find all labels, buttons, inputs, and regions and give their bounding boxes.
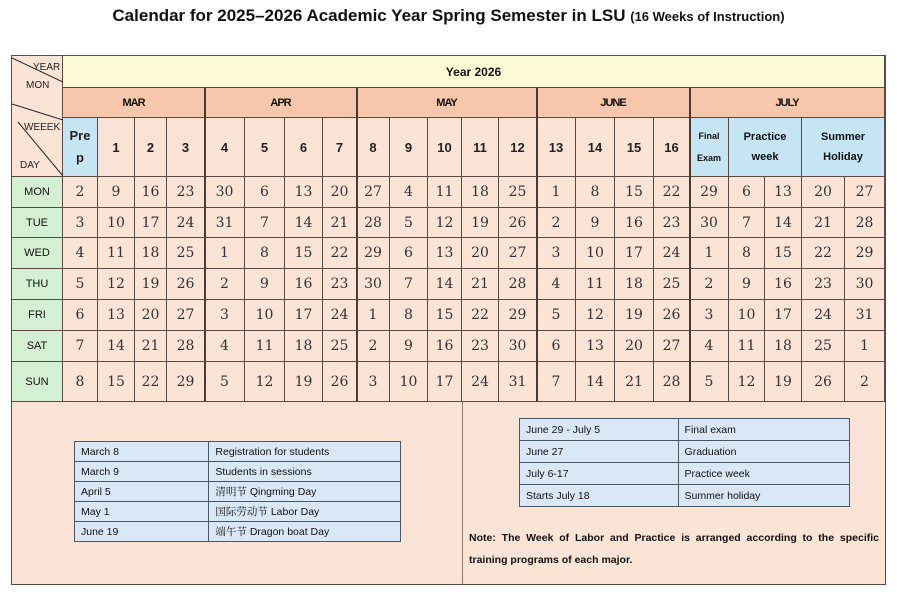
summer-holiday-label: Summer Holiday xyxy=(820,131,866,163)
event-date: April 5 xyxy=(75,482,209,502)
corner-day-label: DAY xyxy=(20,160,40,171)
day-label: THU xyxy=(12,269,63,300)
week-label: 8 xyxy=(369,139,377,155)
date-cell: 29 xyxy=(357,238,390,269)
week-header xyxy=(285,118,323,177)
date-cell: 17 xyxy=(285,300,323,331)
date-cell: 1 xyxy=(205,238,245,269)
date-cell: 13 xyxy=(428,238,462,269)
date-cell: 18 xyxy=(135,238,167,269)
date-cell: 25 xyxy=(654,269,690,300)
week-label: 5 xyxy=(260,139,269,155)
date-cell: 24 xyxy=(654,238,690,269)
date-cell: 24 xyxy=(167,208,205,238)
date-cell: 22 xyxy=(654,177,690,208)
date-cell: 24 xyxy=(323,300,357,331)
date-cell: 23 xyxy=(167,177,205,208)
week-header xyxy=(462,118,499,177)
date-cell: 9 xyxy=(245,269,285,300)
date-cell: 17 xyxy=(615,238,654,269)
date-cell: 6 xyxy=(245,177,285,208)
date-cell: 15 xyxy=(285,238,323,269)
week-label: 11 xyxy=(473,139,487,155)
date-cell: 15 xyxy=(98,362,135,402)
date-cell: 5 xyxy=(537,300,576,331)
date-cell: 23 xyxy=(462,331,499,362)
corner-year-label: YEAR xyxy=(33,62,61,73)
event-description: Graduation xyxy=(678,441,849,463)
date-cell: 3 xyxy=(690,300,729,331)
month-header: APR xyxy=(205,88,357,118)
date-cell: 6 xyxy=(390,238,428,269)
date-cell: 18 xyxy=(462,177,499,208)
date-cell: 19 xyxy=(135,269,167,300)
week-label: Prep xyxy=(69,128,91,165)
date-cell: 23 xyxy=(802,269,845,300)
week-label: 10 xyxy=(437,139,452,155)
week-label: 6 xyxy=(299,139,308,155)
date-cell: 21 xyxy=(462,269,499,300)
week-label: 16 xyxy=(664,139,679,155)
date-cell: 5 xyxy=(205,362,245,402)
date-cell: 21 xyxy=(135,331,167,362)
event-description: Registration for students xyxy=(209,442,401,462)
date-cell: 25 xyxy=(802,331,845,362)
event-description: 端午节 Dragon boat Day xyxy=(209,522,401,542)
date-cell: 28 xyxy=(357,208,390,238)
event-description: Practice week xyxy=(678,463,849,485)
date-cell: 16 xyxy=(428,331,462,362)
corner-mon-label: MON xyxy=(26,80,50,91)
date-cell: 12 xyxy=(729,362,765,402)
date-cell: 31 xyxy=(205,208,245,238)
event-date: June 19 xyxy=(75,522,209,542)
practice-week-label: Practice week xyxy=(743,131,787,163)
week-header xyxy=(323,118,357,177)
week-header xyxy=(357,118,390,177)
date-cell: 8 xyxy=(63,362,98,402)
date-cell: 23 xyxy=(654,208,690,238)
date-cell: 3 xyxy=(63,208,98,238)
date-cell: 8 xyxy=(576,177,615,208)
date-cell: 27 xyxy=(167,300,205,331)
corner-header xyxy=(12,56,63,177)
date-cell: 28 xyxy=(499,269,537,300)
month-separator xyxy=(356,88,358,402)
date-cell: 10 xyxy=(729,300,765,331)
event-date: July 6-17 xyxy=(520,463,679,485)
week-label: 12 xyxy=(510,139,525,155)
date-cell: 20 xyxy=(323,177,357,208)
date-cell: 4 xyxy=(390,177,428,208)
month-header: JUNE xyxy=(537,88,690,118)
date-cell: 16 xyxy=(765,269,802,300)
month-header: MAR xyxy=(63,88,205,118)
date-cell: 12 xyxy=(98,269,135,300)
date-cell: 19 xyxy=(615,300,654,331)
date-cell: 11 xyxy=(576,269,615,300)
week-header xyxy=(98,118,135,177)
week-label: 7 xyxy=(335,139,344,155)
day-label: WED xyxy=(12,238,63,269)
date-cell: 2 xyxy=(690,269,729,300)
date-cell: 5 xyxy=(63,269,98,300)
event-row xyxy=(75,462,401,482)
date-cell: 20 xyxy=(802,177,845,208)
day-label: SAT xyxy=(12,331,63,362)
date-cell: 13 xyxy=(285,177,323,208)
date-cell: 10 xyxy=(245,300,285,331)
date-cell: 10 xyxy=(390,362,428,402)
date-cell: 14 xyxy=(285,208,323,238)
date-cell: 12 xyxy=(245,362,285,402)
date-cell: 13 xyxy=(765,177,802,208)
date-cell: 1 xyxy=(845,331,885,362)
date-cell: 31 xyxy=(845,300,885,331)
event-description: Summer holiday xyxy=(678,485,849,507)
week-label: 13 xyxy=(548,139,564,155)
week-header xyxy=(654,118,690,177)
final-exam-label: Final Exam xyxy=(696,131,722,163)
date-cell: 15 xyxy=(428,300,462,331)
date-cell: 21 xyxy=(802,208,845,238)
summer-holiday-header xyxy=(802,118,885,177)
week-label: 3 xyxy=(181,139,190,155)
date-cell: 4 xyxy=(205,331,245,362)
date-cell: 29 xyxy=(499,300,537,331)
date-cell: 17 xyxy=(428,362,462,402)
date-cell: 2 xyxy=(357,331,390,362)
date-cell: 2 xyxy=(537,208,576,238)
date-cell: 30 xyxy=(205,177,245,208)
week-header xyxy=(428,118,462,177)
date-cell: 6 xyxy=(537,331,576,362)
date-cell: 22 xyxy=(135,362,167,402)
date-cell: 2 xyxy=(63,177,98,208)
event-row xyxy=(520,463,850,485)
date-cell: 27 xyxy=(654,331,690,362)
week-label: 2 xyxy=(146,139,155,155)
title-main: Calendar for 2025–2026 Academic Year Spring Semester in LSU xyxy=(112,6,626,25)
date-cell: 16 xyxy=(615,208,654,238)
date-cell: 18 xyxy=(765,331,802,362)
date-cell: 21 xyxy=(615,362,654,402)
events-table-left xyxy=(74,441,401,542)
day-label: SUN xyxy=(12,362,63,402)
date-cell: 3 xyxy=(357,362,390,402)
date-cell: 15 xyxy=(615,177,654,208)
week-label: 9 xyxy=(404,139,413,155)
date-cell: 19 xyxy=(765,362,802,402)
date-cell: 4 xyxy=(537,269,576,300)
date-cell: 18 xyxy=(615,269,654,300)
week-label: 1 xyxy=(112,139,120,155)
date-cell: 26 xyxy=(802,362,845,402)
date-cell: 18 xyxy=(285,331,323,362)
week-header xyxy=(167,118,205,177)
date-cell: 20 xyxy=(615,331,654,362)
date-cell: 7 xyxy=(390,269,428,300)
date-cell: 17 xyxy=(135,208,167,238)
date-cell: 14 xyxy=(428,269,462,300)
date-cell: 29 xyxy=(690,177,729,208)
date-cell: 9 xyxy=(390,331,428,362)
date-cell: 9 xyxy=(576,208,615,238)
title-subtitle: (16 Weeks of Instruction) xyxy=(630,9,785,24)
date-cell: 23 xyxy=(323,269,357,300)
date-cell: 8 xyxy=(390,300,428,331)
diagonal-lines xyxy=(12,56,63,177)
event-date: June 29 - July 5 xyxy=(520,419,679,441)
date-cell: 24 xyxy=(462,362,499,402)
week-header xyxy=(499,118,537,177)
event-row xyxy=(75,482,401,502)
date-cell: 11 xyxy=(245,331,285,362)
month-separator xyxy=(536,88,538,402)
date-cell: 25 xyxy=(499,177,537,208)
date-cell: 9 xyxy=(98,177,135,208)
date-cell: 7 xyxy=(729,208,765,238)
date-cell: 13 xyxy=(98,300,135,331)
event-date: March 9 xyxy=(75,462,209,482)
date-cell: 19 xyxy=(462,208,499,238)
date-cell: 26 xyxy=(167,269,205,300)
date-cell: 13 xyxy=(576,331,615,362)
date-cell: 10 xyxy=(576,238,615,269)
date-cell: 15 xyxy=(765,238,802,269)
year-header: Year 2026 xyxy=(63,56,885,88)
event-row xyxy=(520,419,850,441)
event-date: Starts July 18 xyxy=(520,485,679,507)
event-description: Students in sessions xyxy=(209,462,401,482)
date-cell: 12 xyxy=(576,300,615,331)
event-date: March 8 xyxy=(75,442,209,462)
date-cell: 22 xyxy=(802,238,845,269)
date-cell: 6 xyxy=(63,300,98,331)
date-cell: 14 xyxy=(765,208,802,238)
date-cell: 26 xyxy=(654,300,690,331)
date-cell: 30 xyxy=(690,208,729,238)
date-cell: 8 xyxy=(729,238,765,269)
date-cell: 20 xyxy=(462,238,499,269)
date-cell: 2 xyxy=(845,362,885,402)
date-cell: 25 xyxy=(323,331,357,362)
date-cell: 17 xyxy=(765,300,802,331)
events-table-right xyxy=(519,418,850,507)
date-cell: 7 xyxy=(537,362,576,402)
date-cell: 29 xyxy=(167,362,205,402)
date-cell: 22 xyxy=(462,300,499,331)
day-label: TUE xyxy=(12,208,63,238)
date-cell: 31 xyxy=(499,362,537,402)
practice-week-header xyxy=(729,118,802,177)
event-row xyxy=(75,502,401,522)
week-header xyxy=(205,118,245,177)
month-separator xyxy=(204,88,206,402)
date-cell: 12 xyxy=(428,208,462,238)
date-cell: 16 xyxy=(135,177,167,208)
page-title xyxy=(0,6,897,26)
note-text: Note: The Week of Labor and Practice is arranged according to the specific training programs of each major. xyxy=(469,532,879,566)
date-cell: 20 xyxy=(135,300,167,331)
date-cell: 5 xyxy=(390,208,428,238)
date-cell: 24 xyxy=(802,300,845,331)
final-exam-header xyxy=(690,118,729,177)
bottom-divider xyxy=(462,402,463,584)
date-cell: 11 xyxy=(428,177,462,208)
date-cell: 19 xyxy=(285,362,323,402)
event-row xyxy=(520,485,850,507)
date-cell: 30 xyxy=(845,269,885,300)
date-cell: 3 xyxy=(205,300,245,331)
date-cell: 14 xyxy=(576,362,615,402)
date-cell: 21 xyxy=(323,208,357,238)
month-header: MAY xyxy=(357,88,537,118)
date-cell: 26 xyxy=(499,208,537,238)
week-label: 14 xyxy=(587,139,603,155)
date-cell: 25 xyxy=(167,238,205,269)
event-row xyxy=(75,522,401,542)
date-cell: 27 xyxy=(845,177,885,208)
date-cell: 5 xyxy=(690,362,729,402)
week-header xyxy=(615,118,654,177)
week-label: 15 xyxy=(626,139,642,155)
week-header xyxy=(390,118,428,177)
date-cell: 27 xyxy=(357,177,390,208)
date-cell: 2 xyxy=(205,269,245,300)
date-cell: 28 xyxy=(167,331,205,362)
date-cell: 7 xyxy=(63,331,98,362)
date-cell: 9 xyxy=(729,269,765,300)
date-cell: 1 xyxy=(690,238,729,269)
day-label: MON xyxy=(12,177,63,208)
week-header xyxy=(63,118,98,177)
date-cell: 22 xyxy=(323,238,357,269)
event-row xyxy=(520,441,850,463)
day-label: FRI xyxy=(12,300,63,331)
week-header xyxy=(135,118,167,177)
event-date: May 1 xyxy=(75,502,209,522)
week-header xyxy=(537,118,576,177)
date-cell: 7 xyxy=(245,208,285,238)
date-cell: 30 xyxy=(499,331,537,362)
event-description: Final exam xyxy=(678,419,849,441)
date-cell: 27 xyxy=(499,238,537,269)
week-label: 4 xyxy=(220,139,229,155)
date-cell: 11 xyxy=(98,238,135,269)
date-cell: 4 xyxy=(63,238,98,269)
date-cell: 11 xyxy=(729,331,765,362)
date-cell: 8 xyxy=(245,238,285,269)
date-cell: 1 xyxy=(357,300,390,331)
week-header xyxy=(245,118,285,177)
month-header: JULY xyxy=(690,88,885,118)
date-cell: 26 xyxy=(323,362,357,402)
event-description: 国际劳动节 Labor Day xyxy=(209,502,401,522)
date-cell: 28 xyxy=(654,362,690,402)
date-cell: 6 xyxy=(729,177,765,208)
date-cell: 1 xyxy=(537,177,576,208)
date-cell: 28 xyxy=(845,208,885,238)
date-cell: 3 xyxy=(537,238,576,269)
date-cell: 10 xyxy=(98,208,135,238)
date-cell: 4 xyxy=(690,331,729,362)
date-cell: 29 xyxy=(845,238,885,269)
date-cell: 30 xyxy=(357,269,390,300)
week-header xyxy=(576,118,615,177)
month-separator xyxy=(689,88,691,402)
date-cell: 16 xyxy=(285,269,323,300)
event-description: 清明节 Qingming Day xyxy=(209,482,401,502)
event-row xyxy=(75,442,401,462)
corner-week-label: WEEEK xyxy=(24,122,61,133)
event-date: June 27 xyxy=(520,441,679,463)
date-cell: 14 xyxy=(98,331,135,362)
